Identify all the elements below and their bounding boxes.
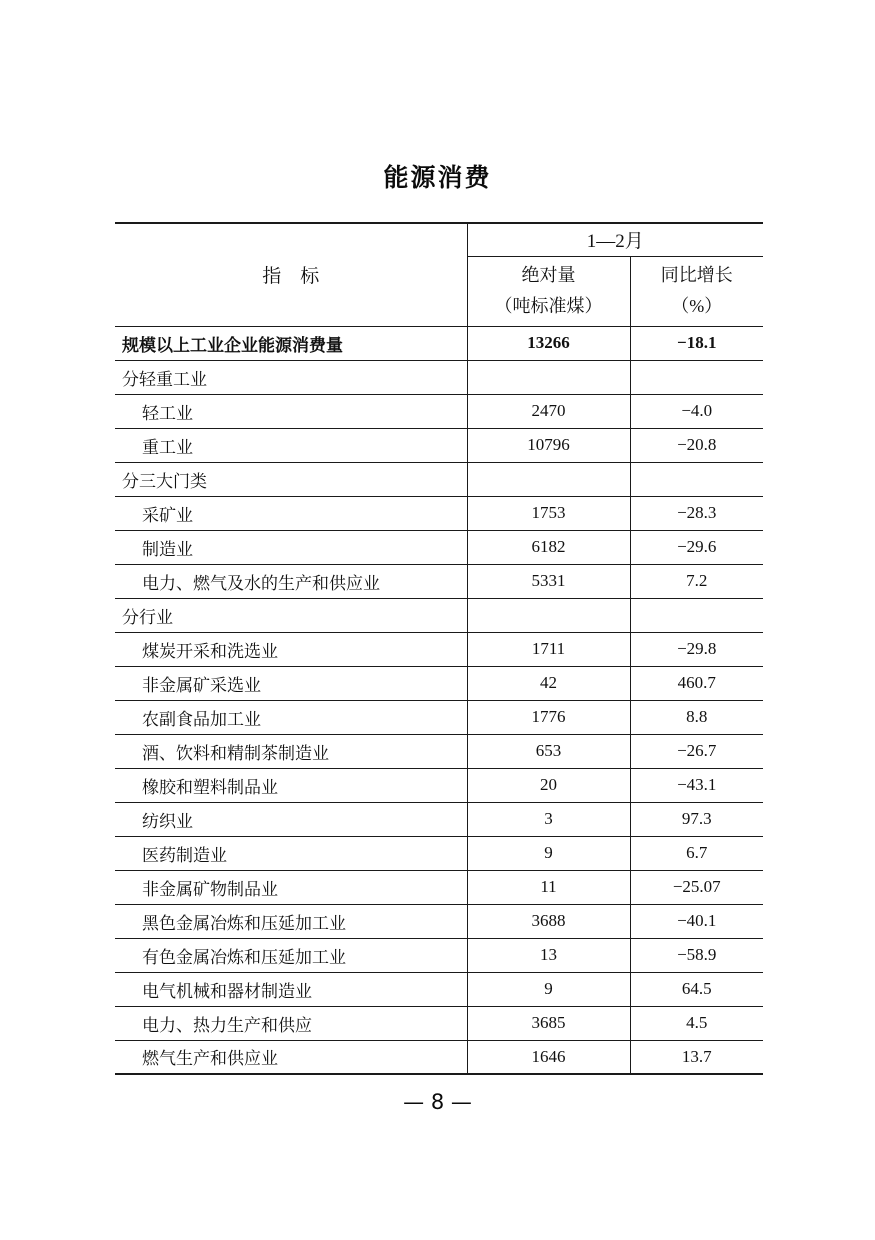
table-row	[115, 428, 763, 462]
table-row	[115, 836, 763, 870]
table-row	[115, 972, 763, 1006]
row-growth-value	[630, 462, 763, 496]
column-header-indicator: 指 标	[115, 223, 467, 326]
row-absolute-value: 6182	[467, 530, 630, 564]
row-absolute-value	[467, 462, 630, 496]
row-label: 电力、燃气及水的生产和供应业	[115, 564, 467, 598]
row-growth-value: −25.07	[630, 870, 763, 904]
energy-consumption-table	[115, 222, 763, 1075]
table-row	[115, 1040, 763, 1074]
row-growth-value: −43.1	[630, 768, 763, 802]
growth-label: 同比增长	[660, 265, 733, 285]
row-absolute-value: 3688	[467, 904, 630, 938]
row-growth-value: 97.3	[630, 802, 763, 836]
row-label: 制造业	[115, 530, 467, 564]
row-label: 分三大门类	[115, 462, 467, 496]
row-absolute-value: 5331	[467, 564, 630, 598]
table-row	[115, 734, 763, 768]
row-growth-value: 64.5	[630, 972, 763, 1006]
table-row	[115, 564, 763, 598]
row-label: 医药制造业	[115, 836, 467, 870]
table-row	[115, 938, 763, 972]
row-label: 黑色金属冶炼和压延加工业	[115, 904, 467, 938]
table-row	[115, 394, 763, 428]
section-row	[115, 598, 763, 632]
table-row	[115, 666, 763, 700]
table-row	[115, 802, 763, 836]
growth-unit: （%）	[671, 296, 723, 316]
row-growth-value: 8.8	[630, 700, 763, 734]
section-row	[115, 462, 763, 496]
row-label: 有色金属冶炼和压延加工业	[115, 938, 467, 972]
absolute-label: 绝对量	[521, 265, 576, 285]
row-growth-value: 6.7	[630, 836, 763, 870]
row-growth-value: −40.1	[630, 904, 763, 938]
row-growth-value: −29.8	[630, 632, 763, 666]
row-label: 规模以上工业企业能源消费量	[115, 326, 467, 360]
row-absolute-value: 2470	[467, 394, 630, 428]
row-label: 纺织业	[115, 802, 467, 836]
row-absolute-value: 9	[467, 836, 630, 870]
table-row	[115, 870, 763, 904]
table-row-total	[115, 326, 763, 360]
row-growth-value: −4.0	[630, 394, 763, 428]
row-label: 分轻重工业	[115, 360, 467, 394]
row-absolute-value: 1646	[467, 1040, 630, 1074]
row-absolute-value: 11	[467, 870, 630, 904]
row-growth-value: −26.7	[630, 734, 763, 768]
row-growth-value: −58.9	[630, 938, 763, 972]
section-row	[115, 360, 763, 394]
header-row-period	[115, 223, 763, 256]
table-row	[115, 768, 763, 802]
row-label: 采矿业	[115, 496, 467, 530]
row-absolute-value	[467, 598, 630, 632]
row-absolute-value: 9	[467, 972, 630, 1006]
row-absolute-value: 1753	[467, 496, 630, 530]
row-label: 电气机械和器材制造业	[115, 972, 467, 1006]
row-absolute-value: 653	[467, 734, 630, 768]
row-growth-value	[630, 598, 763, 632]
row-growth-value: −28.3	[630, 496, 763, 530]
row-growth-value: 7.2	[630, 564, 763, 598]
row-label: 煤炭开采和洗选业	[115, 632, 467, 666]
table-row	[115, 632, 763, 666]
row-label: 重工业	[115, 428, 467, 462]
row-growth-value: −18.1	[630, 326, 763, 360]
row-absolute-value: 1776	[467, 700, 630, 734]
row-label: 酒、饮料和精制茶制造业	[115, 734, 467, 768]
row-label: 橡胶和塑料制品业	[115, 768, 467, 802]
row-label: 非金属矿采选业	[115, 666, 467, 700]
row-label: 分行业	[115, 598, 467, 632]
row-label: 轻工业	[115, 394, 467, 428]
row-label: 燃气生产和供应业	[115, 1040, 467, 1074]
row-label: 农副食品加工业	[115, 700, 467, 734]
row-absolute-value: 20	[467, 768, 630, 802]
row-absolute-value: 13	[467, 938, 630, 972]
table-row	[115, 1006, 763, 1040]
row-label: 非金属矿物制品业	[115, 870, 467, 904]
row-growth-value: 460.7	[630, 666, 763, 700]
row-absolute-value: 13266	[467, 326, 630, 360]
page-title: 能源消费	[383, 163, 492, 192]
row-growth-value: −29.6	[630, 530, 763, 564]
row-growth-value	[630, 360, 763, 394]
row-absolute-value: 1711	[467, 632, 630, 666]
column-header-absolute	[467, 256, 630, 326]
absolute-unit: （吨标准煤）	[494, 296, 603, 316]
row-absolute-value	[467, 360, 630, 394]
row-absolute-value: 3685	[467, 1006, 630, 1040]
row-absolute-value: 42	[467, 666, 630, 700]
table-row	[115, 904, 763, 938]
row-label: 电力、热力生产和供应	[115, 1006, 467, 1040]
row-growth-value: 4.5	[630, 1006, 763, 1040]
table-row	[115, 530, 763, 564]
row-absolute-value: 10796	[467, 428, 630, 462]
row-growth-value: −20.8	[630, 428, 763, 462]
column-header-growth	[630, 256, 763, 326]
table-row	[115, 700, 763, 734]
column-header-period: 1—2月	[467, 223, 763, 256]
row-growth-value: 13.7	[630, 1040, 763, 1074]
row-absolute-value: 3	[467, 802, 630, 836]
table-row	[115, 496, 763, 530]
page-number: — 8 —	[403, 1090, 472, 1114]
